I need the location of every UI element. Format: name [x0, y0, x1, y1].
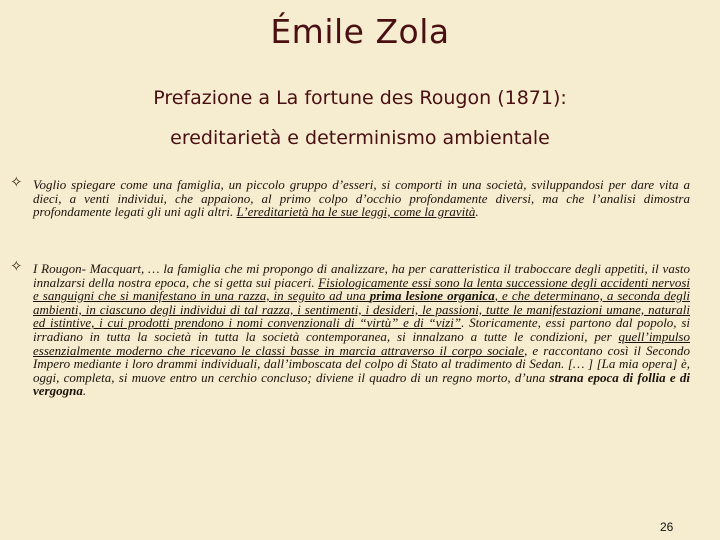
bullet-1-text: Voglio spiegare come una famiglia, un piccolo gruppo d’esseri, si comporti in una società, sviluppandosi per dare vita a dieci, a venti individui, che appaiono, al primo colpo d’occhio profondamente diversi, ma che l’analisi dimostra profondamente legati gli uni agli altri. L’ereditarietà ha le sue leggi, come la gravità. — [33, 177, 690, 220]
bullet-2-bold-strange-epoch: strana epoca di follia e di vergogna — [33, 369, 690, 399]
bullet-1-underlined-heredity: L’ereditarietà ha le sue leggi, come la gravità — [236, 204, 476, 220]
bullet-2-text-part-3: , e raccontano così il Secondo Impero mediante i loro drammi individuali, dall’imboscata del colpo di Stato al tradimento di Sedan. [… ] [La mia opera] è, oggi, completa, si muove entro un cerchio concluso; diviene il quadro di un regno morto, d’una — [33, 342, 690, 385]
bullet-1 — [10, 175, 690, 220]
bullet-1-text-part-1: Voglio spiegare come una famiglia, un piccolo gruppo d’esseri, si comporti in una società, sviluppandosi per dare vita a dieci, a venti individui, che appaiono, al primo colpo d’occhio profondamente diversi, ma che l’analisi dimostra profondamente legati gli uni agli altri. — [33, 177, 690, 220]
slide-subtitle — [0, 78, 720, 158]
page-number: 26 — [660, 520, 674, 534]
subtitle-line-2: ereditarietà e determinismo ambientale — [170, 127, 550, 149]
bullet-2-text — [33, 262, 690, 398]
slide-title: Émile Zola — [270, 12, 450, 51]
bullet-2-text-part-4: . — [82, 383, 87, 399]
bullet-2-text-part-1: I Rougon- Macquart, … la famiglia che mi propongo di analizzare, ha per caratteristica il traboccare degli appetiti, il vasto innalzarsi della nostra epoca, che si getta sui piaceri. — [33, 261, 690, 290]
subtitle-line-1: Prefazione a La fortune des Rougon (1871): — [153, 87, 567, 109]
bullet-2-text-part-2: . Storicamente, essi partono dal popolo, si irradiano in tutta la società in tutta la società contemporanea, si innalzano a tutte le condizioni, per — [33, 315, 690, 344]
bullet-2 — [10, 259, 690, 399]
bullet-2-underlined-physiology: Fisiologicamente essi sono la lenta successione degli accidenti nervosi e sanguigni che si manifestano in una razza, in seguito ad una — [33, 274, 690, 304]
four-pointed-star-icon: ✧ — [10, 175, 23, 191]
bullet-2-underlined-modern-impulse: quell’impulso essenzialmente moderno che ricevano le classi basse in marcia attraverso il corpo sociale — [33, 328, 690, 358]
four-pointed-star-icon: ✧ — [10, 259, 23, 275]
bullet-2-bold-first-lesion: prima lesione organica — [369, 288, 495, 304]
bullet-2-underlined-virtues-vices: , e che determinano, a seconda degli ambienti, in ciascuno degli individui di tal razza, i sentimenti, i desideri, le passioni, tutte le manifestazioni umane, naturali ed istintive, i cui prodotti prendono i nomi convenzionali di “virtù” e di “vizi” — [33, 288, 690, 331]
